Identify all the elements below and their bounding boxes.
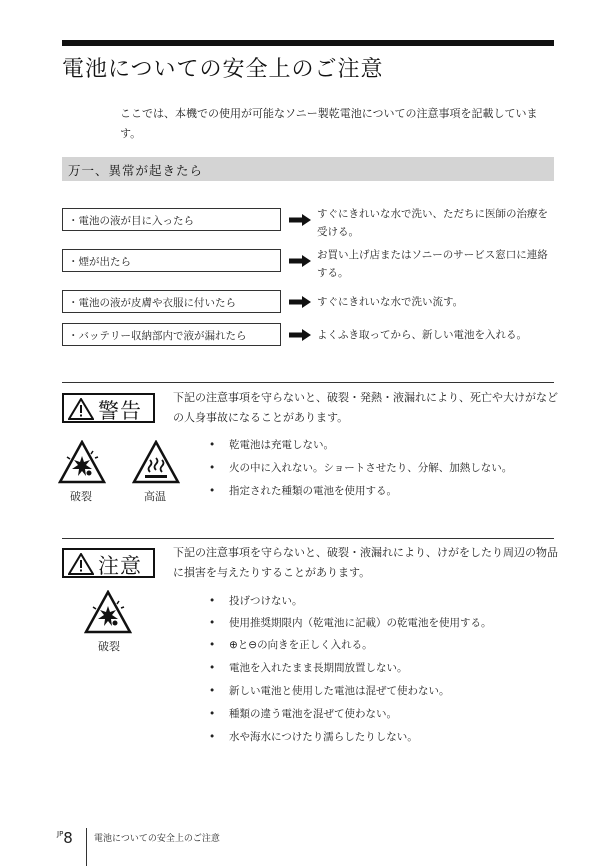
bullet: • [209, 485, 216, 497]
bullet: • [209, 685, 216, 697]
caution-description: 下記の注意事項を守らないと、破裂・液漏れにより、けがをしたり周辺の物品に損害を与えたりすることがあります。 [173, 546, 558, 579]
caution-sign [62, 548, 155, 578]
bullet: • [209, 595, 216, 607]
page-number [57, 828, 73, 847]
caution-item: • 水や海水につけたり濡らしたりしない。 [209, 731, 418, 743]
condition-action: すぐにきれいな水で洗い、ただちに医師の治療を受ける。 [317, 208, 548, 238]
page-title: 電池についての安全上のご注意 [62, 57, 384, 82]
condition-action: すぐにきれいな水で洗い流す。 [317, 296, 464, 308]
bullet: • [209, 708, 216, 720]
bullet: • [209, 639, 216, 651]
caution-sign-label: 注意 [98, 554, 142, 578]
condition-label: ・煙が出たら [68, 256, 131, 268]
explosion-icon [84, 590, 132, 634]
bullet: • [209, 731, 216, 743]
arrow-right-icon [289, 329, 311, 341]
title-rule [62, 40, 554, 46]
arrow-right-icon [289, 296, 311, 308]
condition-box [62, 208, 281, 231]
warning-divider [62, 382, 554, 383]
condition-action: よくふき取ってから、新しい電池を入れる。 [317, 329, 527, 341]
section-heading: 万一、異常が起きたら [68, 163, 204, 178]
bullet: • [209, 662, 216, 674]
bullet: • [209, 462, 216, 474]
condition-box [62, 290, 281, 313]
section-heading-bar [62, 157, 554, 181]
bullet: • [209, 617, 216, 629]
arrow-right-icon [289, 255, 311, 267]
warning-item: • 火の中に入れない。ショートさせたり、分解、加熱しない。 [209, 462, 513, 474]
caution-item: • 投げつけない。 [209, 595, 303, 607]
arrow-right-icon [289, 214, 311, 226]
page-num: 8 [63, 829, 73, 847]
condition-label: ・電池の液が目に入ったら [68, 215, 194, 227]
caution-item: • ⊕と⊖の向きを正しく入れる。 [209, 639, 373, 651]
alert-triangle-icon [68, 553, 94, 575]
caution-item: • 使用推奨期限内（乾電池に記載）の乾電池を使用する。 [209, 617, 492, 629]
warning-sign-label: 警告 [98, 399, 142, 423]
warning-item: • 乾電池は充電しない。 [209, 439, 334, 451]
caution-item: • 電池を入れたまま長期間放置しない。 [209, 662, 408, 674]
explosion-icon [58, 440, 106, 484]
alert-triangle-icon [68, 398, 94, 420]
intro-text: ここでは、本機での使用が可能なソニー製乾電池についての注意事項を記載しています。 [120, 107, 538, 140]
warning-description: 下記の注意事項を守らないと、破裂・発熱・液漏れにより、死亡や大けがなどの人身事故になることがあります。 [173, 391, 558, 424]
footer-divider [86, 828, 87, 866]
caution-item: • 新しい電池と使用した電池は混ぜて使わない。 [209, 685, 450, 697]
warning-sign [62, 393, 155, 423]
icon-label: 高温 [144, 490, 166, 503]
caution-divider [62, 538, 554, 539]
footer-title: 電池についての安全上のご注意 [94, 834, 220, 844]
page-lang: JP [57, 830, 64, 838]
bullet: • [209, 439, 216, 451]
condition-label: ・バッテリー収納部内で液が漏れたら [68, 330, 247, 342]
caution-item: • 種類の違う電池を混ぜて使わない。 [209, 708, 397, 720]
condition-label: ・電池の液が皮膚や衣服に付いたら [68, 297, 236, 309]
icon-label: 破裂 [98, 640, 120, 653]
condition-box [62, 323, 281, 346]
condition-action: お買い上げ店またはソニーのサービス窓口に連絡する。 [317, 249, 548, 279]
warning-item: • 指定された種類の電池を使用する。 [209, 485, 397, 497]
icon-label: 破裂 [70, 490, 92, 503]
high-temperature-icon [132, 440, 180, 484]
condition-box [62, 249, 281, 272]
